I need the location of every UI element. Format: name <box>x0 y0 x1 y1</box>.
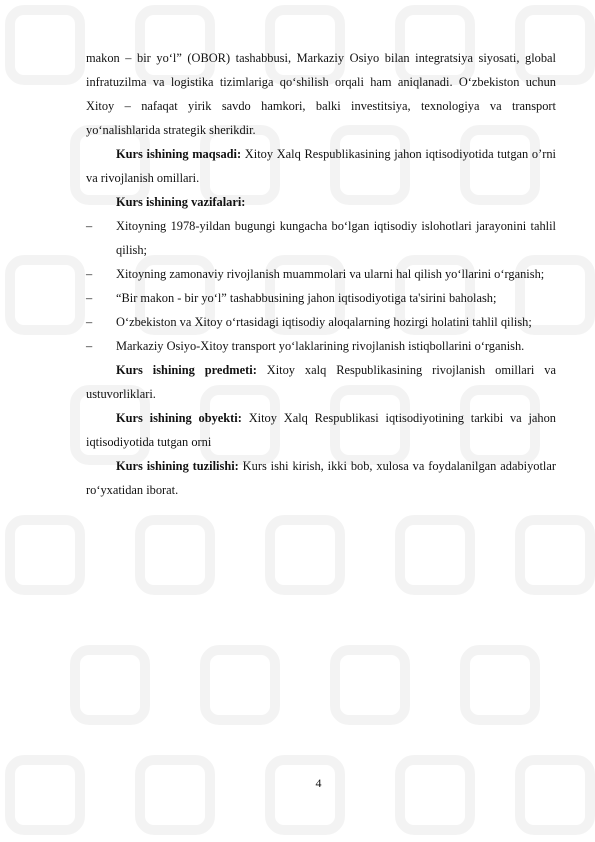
dash-marker: – <box>86 219 93 233</box>
list-item <box>86 286 556 310</box>
list-item-text: O‘zbekiston va Xitoy o‘rtasidagi iqtisodiy aloqalarning hozirgi holatini tahlil qilish; <box>116 315 532 329</box>
intro-paragraph: makon – bir yo‘l” (OBOR) tashabbusi, Markaziy Osiyo bilan integratsiya siyosati, global infratuzilma va logistika tizimlariga qo‘shilish orqali ham aniqlanadi. O‘zbekiston uchun Xitoy – nafaqat yirik savdo hamkori, balki investitsiya, texnologiya va transport yo‘nalishlarida strategik sherikdir. <box>86 51 556 137</box>
list-item-text: “Bir makon - bir yo‘l” tashabbusining jahon iqtisodiyotiga ta'sirini baholash; <box>116 291 497 305</box>
object-text: Xitoy Xalq Respublikasi iqtisodiyotining tarkibi va jahon iqtisodiyotida tutgan orni <box>86 411 557 449</box>
goal-label: Kurs ishining maqsadi: <box>116 147 242 161</box>
object-label: Kurs ishining obyekti: <box>116 411 242 425</box>
goal-text: Xitoy Xalq Respublikasining jahon iqtisodiyotida tutgan o’rni va rivojlanish omillari. <box>86 147 556 185</box>
list-item <box>86 334 556 358</box>
page-number: 4 <box>315 776 322 790</box>
list-item <box>86 262 556 286</box>
tasks-list <box>86 214 556 358</box>
subject-paragraph <box>86 358 556 406</box>
structure-label: Kurs ishining tuzilishi: <box>116 459 239 473</box>
document-page <box>86 46 556 502</box>
object-paragraph <box>86 406 556 454</box>
list-item <box>86 214 556 262</box>
list-item <box>86 310 556 334</box>
goal-paragraph <box>86 142 556 190</box>
dash-marker: – <box>86 315 93 329</box>
tasks-heading <box>86 190 556 214</box>
tasks-label: Kurs ishining vazifalari: <box>116 195 246 209</box>
subject-label: Kurs ishining predmeti: <box>116 363 257 377</box>
dash-marker: – <box>86 267 93 281</box>
dash-marker: – <box>86 291 93 305</box>
list-item-text: Markaziy Osiyo-Xitoy transport yo‘laklarining rivojlanish istiqbollarini o‘rganish. <box>116 339 525 353</box>
structure-paragraph <box>86 454 556 502</box>
list-item-text: Xitoyning zamonaviy rivojlanish muammolari va ularni hal qilish yo‘llarini o‘rganish; <box>116 267 545 281</box>
structure-text: Kurs ishi kirish, ikki bob, xulosa va foydalanilgan adabiyotlar ro‘yxatidan iborat. <box>86 459 556 497</box>
subject-text: Xitoy xalq Respublikasining rivojlanish omillari va ustuvorliklari. <box>86 363 556 401</box>
dash-marker: – <box>86 339 93 353</box>
list-item-text: Xitoyning 1978-yildan bugungi kungacha bo‘lgan iqtisodiy islohotlari jarayonini tahlil qilish; <box>116 219 556 257</box>
